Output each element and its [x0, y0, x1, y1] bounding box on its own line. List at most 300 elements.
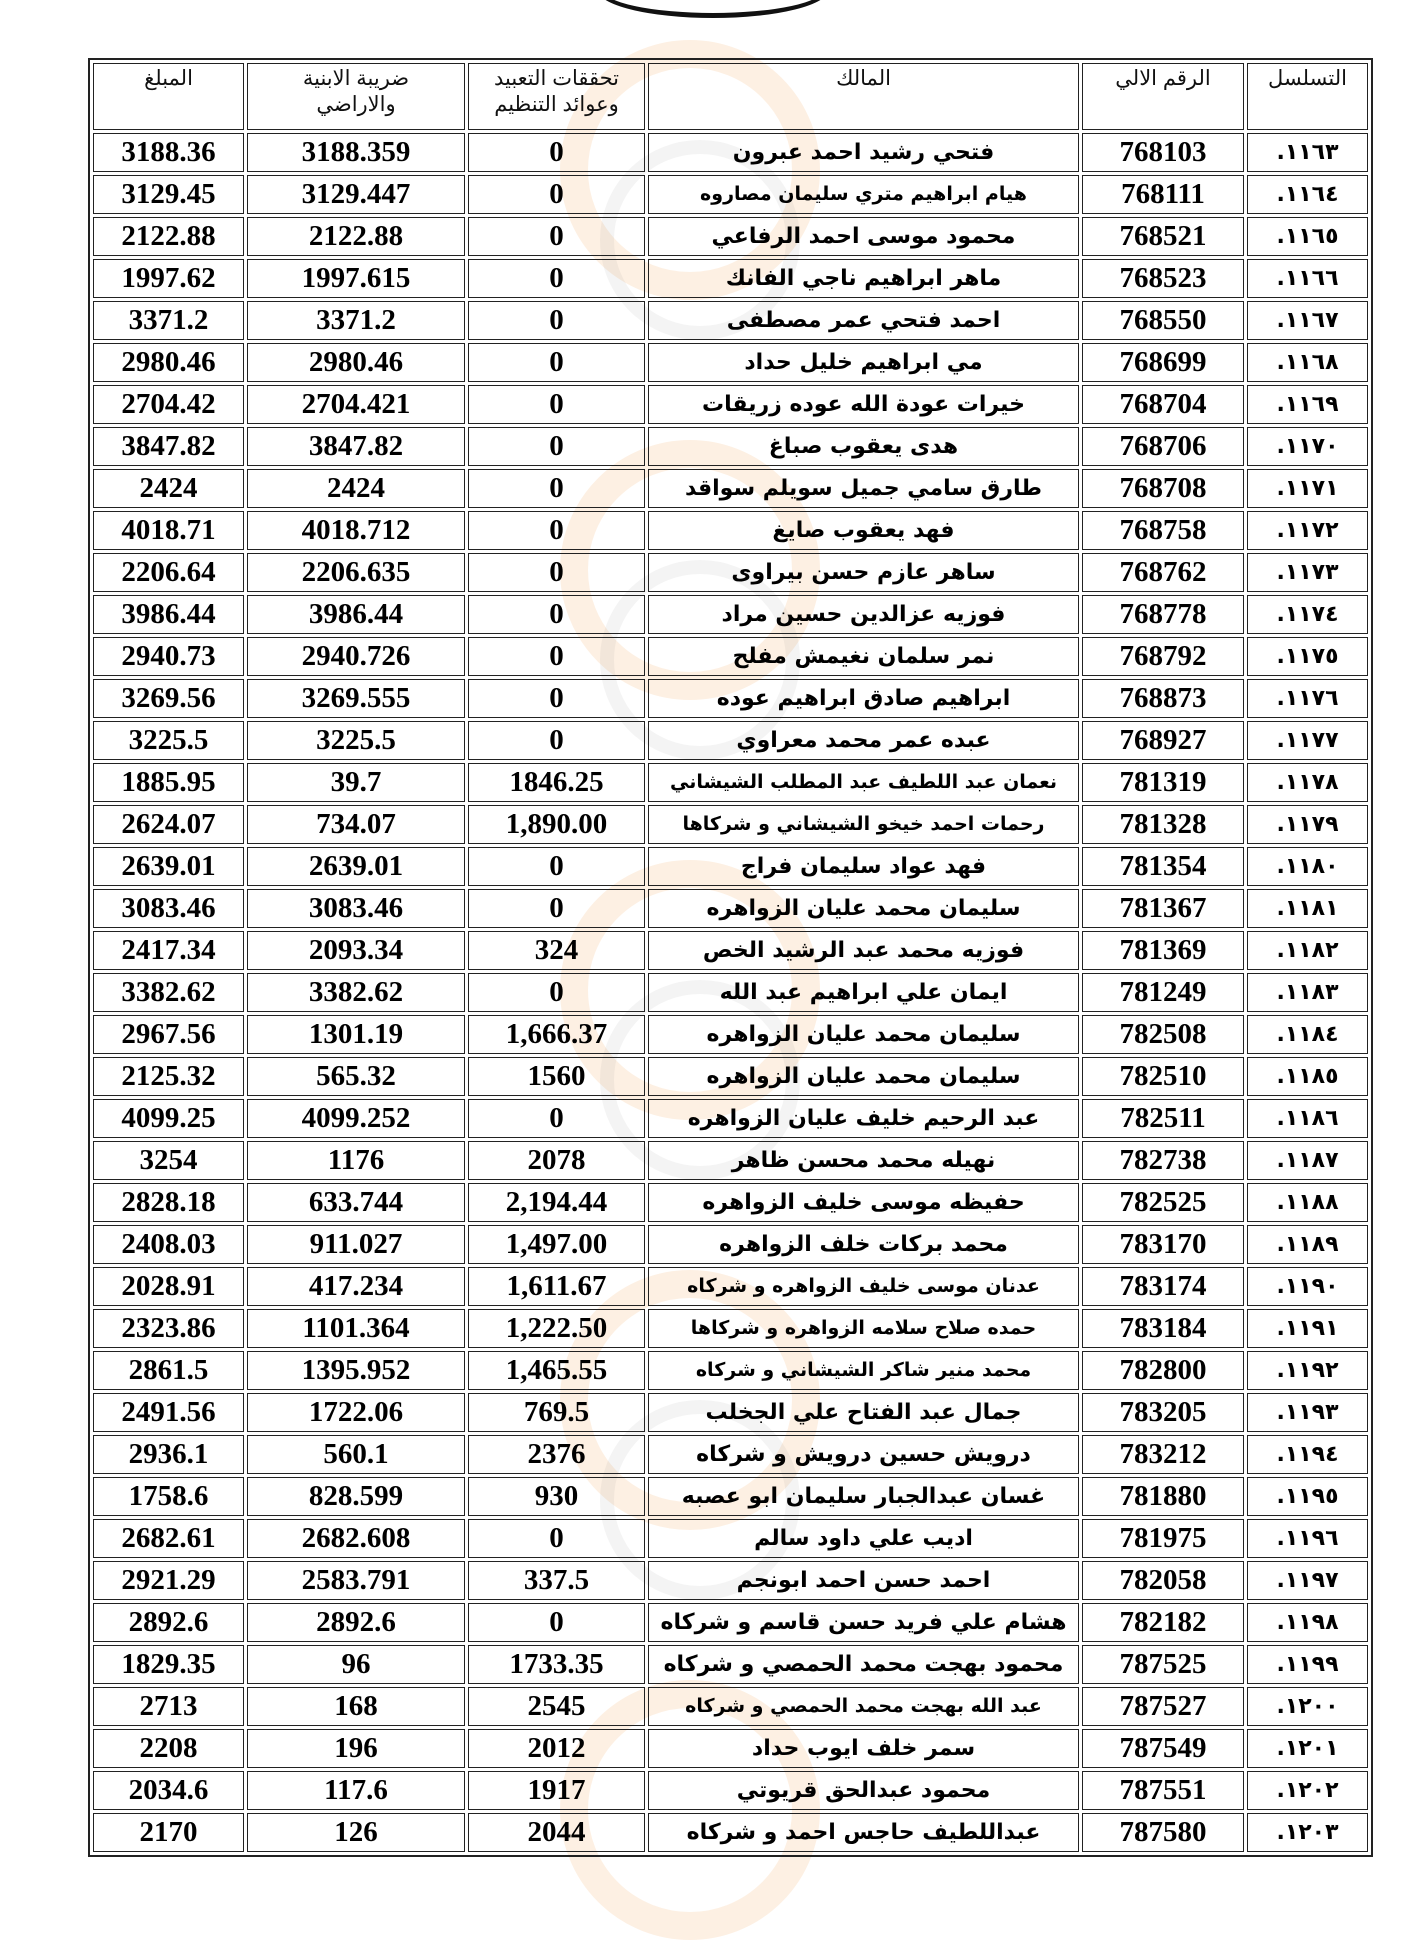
tax-cell: 2980.46 — [247, 343, 465, 382]
serial-cell: ١١٧٨. — [1247, 763, 1368, 802]
id-cell: 768873 — [1082, 679, 1244, 718]
fees-cell: 0 — [468, 679, 645, 718]
owner-cell: هشام علي فريد حسن قاسم و شركاه — [648, 1603, 1079, 1642]
table-row — [93, 1519, 1368, 1558]
fees-cell: 2545 — [468, 1687, 645, 1726]
owner-cell: ايمان علي ابراهيم عبد الله — [648, 973, 1079, 1012]
amount-cell: 2491.56 — [93, 1393, 244, 1432]
fees-cell: 2078 — [468, 1141, 645, 1180]
amount-cell: 3225.5 — [93, 721, 244, 760]
tax-cell: 96 — [247, 1645, 465, 1684]
owner-cell: غسان عبدالجبار سليمان ابو عصبه — [648, 1477, 1079, 1516]
serial-cell: ١١٩٥. — [1247, 1477, 1368, 1516]
tax-cell: 2424 — [247, 469, 465, 508]
tax-cell: 417.234 — [247, 1267, 465, 1306]
tax-cell: 1176 — [247, 1141, 465, 1180]
tax-cell: 2093.34 — [247, 931, 465, 970]
serial-cell: ١١٦٨. — [1247, 343, 1368, 382]
id-cell: 768704 — [1082, 385, 1244, 424]
table-row — [93, 637, 1368, 676]
tax-cell: 560.1 — [247, 1435, 465, 1474]
id-cell: 783170 — [1082, 1225, 1244, 1264]
table-row — [93, 1393, 1368, 1432]
fees-cell: 2376 — [468, 1435, 645, 1474]
fees-cell: 769.5 — [468, 1393, 645, 1432]
owner-cell: نعمان عبد اللطيف عبد المطلب الشيشاني — [648, 763, 1079, 802]
table-row — [93, 175, 1368, 214]
fees-cell: 1,890.00 — [468, 805, 645, 844]
id-cell: 787525 — [1082, 1645, 1244, 1684]
top-oval-decoration — [597, 0, 829, 18]
tax-cell: 4099.252 — [247, 1099, 465, 1138]
amount-cell: 2034.6 — [93, 1771, 244, 1810]
id-cell: 782738 — [1082, 1141, 1244, 1180]
owner-cell: احمد فتحي عمر مصطفى — [648, 301, 1079, 340]
header-amount: المبلغ — [93, 63, 244, 130]
amount-cell: 2921.29 — [93, 1561, 244, 1600]
fees-cell: 1,611.67 — [468, 1267, 645, 1306]
id-cell: 768758 — [1082, 511, 1244, 550]
table-row — [93, 847, 1368, 886]
amount-cell: 2713 — [93, 1687, 244, 1726]
amount-cell: 2170 — [93, 1813, 244, 1852]
table-row — [93, 721, 1368, 760]
id-cell: 781319 — [1082, 763, 1244, 802]
table-row — [93, 931, 1368, 970]
owner-cell: سمر خلف ايوب حداد — [648, 1729, 1079, 1768]
amount-cell: 4018.71 — [93, 511, 244, 550]
tax-cell: 1395.952 — [247, 1351, 465, 1390]
header-serial: التسلسل — [1247, 63, 1368, 130]
table-row — [93, 679, 1368, 718]
serial-cell: ١١٩٨. — [1247, 1603, 1368, 1642]
serial-cell: ١١٨١. — [1247, 889, 1368, 928]
serial-cell: ١١٩٩. — [1247, 1645, 1368, 1684]
table-row — [93, 1057, 1368, 1096]
fees-cell: 1,497.00 — [468, 1225, 645, 1264]
table-row — [93, 1729, 1368, 1768]
fees-cell: 0 — [468, 721, 645, 760]
owner-cell: فهد يعقوب صايغ — [648, 511, 1079, 550]
fees-cell: 0 — [468, 175, 645, 214]
table-row — [93, 1435, 1368, 1474]
amount-cell: 2861.5 — [93, 1351, 244, 1390]
table-row — [93, 511, 1368, 550]
fees-cell: 1917 — [468, 1771, 645, 1810]
serial-cell: ١١٨٧. — [1247, 1141, 1368, 1180]
header-tax-line2: والاراضي — [316, 93, 396, 116]
tax-cell: 3129.447 — [247, 175, 465, 214]
id-cell: 782182 — [1082, 1603, 1244, 1642]
id-cell: 768550 — [1082, 301, 1244, 340]
owner-cell: احمد حسن احمد ابونجم — [648, 1561, 1079, 1600]
fees-cell: 0 — [468, 973, 645, 1012]
owner-cell: هدى يعقوب صباغ — [648, 427, 1079, 466]
owner-cell: درويش حسين درويش و شركاه — [648, 1435, 1079, 1474]
fees-cell: 2,194.44 — [468, 1183, 645, 1222]
fees-cell: 930 — [468, 1477, 645, 1516]
fees-cell: 1560 — [468, 1057, 645, 1096]
owner-cell: طارق سامي جميل سويلم سواقد — [648, 469, 1079, 508]
tax-cell: 3382.62 — [247, 973, 465, 1012]
amount-cell: 3371.2 — [93, 301, 244, 340]
header-fees-line1: تحققات التعبيد — [493, 67, 620, 90]
fees-cell: 0 — [468, 1099, 645, 1138]
fees-cell: 0 — [468, 637, 645, 676]
tax-cell: 3083.46 — [247, 889, 465, 928]
amount-cell: 2892.6 — [93, 1603, 244, 1642]
id-cell: 787549 — [1082, 1729, 1244, 1768]
amount-cell: 2980.46 — [93, 343, 244, 382]
serial-cell: ١١٩٧. — [1247, 1561, 1368, 1600]
id-cell: 782058 — [1082, 1561, 1244, 1600]
fees-cell: 0 — [468, 1519, 645, 1558]
owner-cell: فوزيه عزالدين حسين مراد — [648, 595, 1079, 634]
owner-cell: ساهر عازم حسن بيراوى — [648, 553, 1079, 592]
fees-cell: 0 — [468, 469, 645, 508]
amount-cell: 1885.95 — [93, 763, 244, 802]
id-cell: 768778 — [1082, 595, 1244, 634]
table-row — [93, 1477, 1368, 1516]
table-body — [93, 133, 1368, 1852]
fees-cell: 0 — [468, 847, 645, 886]
tax-cell: 3986.44 — [247, 595, 465, 634]
tax-cell: 1301.19 — [247, 1015, 465, 1054]
serial-cell: ١١٧٩. — [1247, 805, 1368, 844]
tax-cell: 3225.5 — [247, 721, 465, 760]
id-cell: 787527 — [1082, 1687, 1244, 1726]
serial-cell: ١١٩٠. — [1247, 1267, 1368, 1306]
tax-cell: 1101.364 — [247, 1309, 465, 1348]
owner-cell: سليمان محمد عليان الزواهره — [648, 1015, 1079, 1054]
id-cell: 781880 — [1082, 1477, 1244, 1516]
serial-cell: ١١٩١. — [1247, 1309, 1368, 1348]
amount-cell: 2323.86 — [93, 1309, 244, 1348]
id-cell: 768706 — [1082, 427, 1244, 466]
amount-cell: 2704.42 — [93, 385, 244, 424]
serial-cell: ١١٨٨. — [1247, 1183, 1368, 1222]
id-cell: 782510 — [1082, 1057, 1244, 1096]
header-owner: المالك — [648, 63, 1079, 130]
owner-cell: محمد بركات خلف الزواهره — [648, 1225, 1079, 1264]
fees-cell: 1,666.37 — [468, 1015, 645, 1054]
table-row — [93, 1687, 1368, 1726]
owner-cell: سليمان محمد عليان الزواهره — [648, 889, 1079, 928]
amount-cell: 2122.88 — [93, 217, 244, 256]
table-row — [93, 1099, 1368, 1138]
tax-cell: 2892.6 — [247, 1603, 465, 1642]
amount-cell: 3847.82 — [93, 427, 244, 466]
tax-cell: 3269.555 — [247, 679, 465, 718]
amount-cell: 3269.56 — [93, 679, 244, 718]
fees-cell: 0 — [468, 553, 645, 592]
serial-cell: ١١٩٤. — [1247, 1435, 1368, 1474]
id-cell: 768103 — [1082, 133, 1244, 172]
amount-cell: 1997.62 — [93, 259, 244, 298]
id-cell: 787551 — [1082, 1771, 1244, 1810]
amount-cell: 1758.6 — [93, 1477, 244, 1516]
serial-cell: ١١٦٩. — [1247, 385, 1368, 424]
serial-cell: ١١٧٠. — [1247, 427, 1368, 466]
amount-cell: 3188.36 — [93, 133, 244, 172]
fees-cell: 0 — [468, 595, 645, 634]
amount-cell: 2417.34 — [93, 931, 244, 970]
id-cell: 781328 — [1082, 805, 1244, 844]
owner-cell: فهد عواد سليمان فراج — [648, 847, 1079, 886]
owner-cell: ابراهيم صادق ابراهيم عوده — [648, 679, 1079, 718]
serial-cell: ١١٨٩. — [1247, 1225, 1368, 1264]
table-row — [93, 553, 1368, 592]
amount-cell: 3254 — [93, 1141, 244, 1180]
tax-cell: 196 — [247, 1729, 465, 1768]
fees-cell: 0 — [468, 1603, 645, 1642]
owner-cell: رحمات احمد خيخو الشيشاني و شركاها — [648, 805, 1079, 844]
amount-cell: 2424 — [93, 469, 244, 508]
tax-cell: 828.599 — [247, 1477, 465, 1516]
id-cell: 783212 — [1082, 1435, 1244, 1474]
fees-cell: 2044 — [468, 1813, 645, 1852]
id-cell: 781369 — [1082, 931, 1244, 970]
fees-cell: 0 — [468, 511, 645, 550]
tax-cell: 911.027 — [247, 1225, 465, 1264]
header-tax — [247, 63, 465, 130]
table-row — [93, 763, 1368, 802]
amount-cell: 2408.03 — [93, 1225, 244, 1264]
serial-cell: ١١٦٦. — [1247, 259, 1368, 298]
id-cell: 782800 — [1082, 1351, 1244, 1390]
amount-cell: 1829.35 — [93, 1645, 244, 1684]
table-row — [93, 1603, 1368, 1642]
fees-cell: 1,465.55 — [468, 1351, 645, 1390]
id-cell: 782511 — [1082, 1099, 1244, 1138]
table-row — [93, 1561, 1368, 1600]
tax-cell: 39.7 — [247, 763, 465, 802]
serial-cell: ١١٧٧. — [1247, 721, 1368, 760]
serial-cell: ١١٦٣. — [1247, 133, 1368, 172]
owner-cell: فوزيه محمد عبد الرشيد الخص — [648, 931, 1079, 970]
table-row — [93, 1225, 1368, 1264]
owner-cell: سليمان محمد عليان الزواهره — [648, 1057, 1079, 1096]
owner-cell: نهيله محمد محسن ظاهر — [648, 1141, 1079, 1180]
table-row — [93, 1351, 1368, 1390]
owner-cell: محمود موسى احمد الرفاعي — [648, 217, 1079, 256]
serial-cell: ١١٨٥. — [1247, 1057, 1368, 1096]
owner-cell: مي ابراهيم خليل حداد — [648, 343, 1079, 382]
table-row — [93, 427, 1368, 466]
owner-cell: حفيظه موسى خليف الزواهره — [648, 1183, 1079, 1222]
owner-cell: عبد الله بهجت محمد الحمصي و شركاه — [648, 1687, 1079, 1726]
amount-cell: 3083.46 — [93, 889, 244, 928]
tax-cell: 3188.359 — [247, 133, 465, 172]
owner-cell: عبد الرحيم خليف عليان الزواهره — [648, 1099, 1079, 1138]
serial-cell: ١١٧١. — [1247, 469, 1368, 508]
table-row — [93, 1309, 1368, 1348]
owner-cell: عدنان موسى خليف الزواهره و شركاه — [648, 1267, 1079, 1306]
table-row — [93, 259, 1368, 298]
tax-cell: 168 — [247, 1687, 465, 1726]
tax-cell: 117.6 — [247, 1771, 465, 1810]
serial-cell: ١٢٠٣. — [1247, 1813, 1368, 1852]
id-cell: 787580 — [1082, 1813, 1244, 1852]
fees-cell: 0 — [468, 301, 645, 340]
serial-cell: ١١٧٣. — [1247, 553, 1368, 592]
id-cell: 768111 — [1082, 175, 1244, 214]
serial-cell: ١٢٠٢. — [1247, 1771, 1368, 1810]
table-row — [93, 1813, 1368, 1852]
table-row — [93, 217, 1368, 256]
id-cell: 783174 — [1082, 1267, 1244, 1306]
id-cell: 783205 — [1082, 1393, 1244, 1432]
id-cell: 768927 — [1082, 721, 1244, 760]
owner-cell: خيرات عودة الله عوده زريقات — [648, 385, 1079, 424]
id-cell: 768521 — [1082, 217, 1244, 256]
tax-cell: 2682.608 — [247, 1519, 465, 1558]
header-id: الرقم الالي — [1082, 63, 1244, 130]
table-row — [93, 1015, 1368, 1054]
serial-cell: ١١٨٤. — [1247, 1015, 1368, 1054]
tax-cell: 2639.01 — [247, 847, 465, 886]
owners-tax-table — [88, 58, 1373, 1857]
tax-cell: 565.32 — [247, 1057, 465, 1096]
tax-cell: 3847.82 — [247, 427, 465, 466]
serial-cell: ١١٦٧. — [1247, 301, 1368, 340]
owner-cell: حمده صلاح سلامه الزواهره و شركاها — [648, 1309, 1079, 1348]
fees-cell: 0 — [468, 343, 645, 382]
id-cell: 781249 — [1082, 973, 1244, 1012]
table-row — [93, 973, 1368, 1012]
fees-cell: 1733.35 — [468, 1645, 645, 1684]
amount-cell: 4099.25 — [93, 1099, 244, 1138]
amount-cell: 2206.64 — [93, 553, 244, 592]
amount-cell: 2208 — [93, 1729, 244, 1768]
owner-cell: عبداللطيف حاجس احمد و شركاه — [648, 1813, 1079, 1852]
tax-cell: 2704.421 — [247, 385, 465, 424]
serial-cell: ١١٨٦. — [1247, 1099, 1368, 1138]
tax-cell: 1997.615 — [247, 259, 465, 298]
id-cell: 768762 — [1082, 553, 1244, 592]
table-row — [93, 343, 1368, 382]
table-row — [93, 1183, 1368, 1222]
serial-cell: ١١٧٢. — [1247, 511, 1368, 550]
fees-cell: 337.5 — [468, 1561, 645, 1600]
owner-cell: محمد منير شاكر الشيشاني و شركاه — [648, 1351, 1079, 1390]
owner-cell: اديب علي داود سالم — [648, 1519, 1079, 1558]
tax-cell: 3371.2 — [247, 301, 465, 340]
serial-cell: ١١٨٢. — [1247, 931, 1368, 970]
serial-cell: ١٢٠٠. — [1247, 1687, 1368, 1726]
table-row — [93, 595, 1368, 634]
id-cell: 768523 — [1082, 259, 1244, 298]
id-cell: 782508 — [1082, 1015, 1244, 1054]
id-cell: 768699 — [1082, 343, 1244, 382]
amount-cell: 2125.32 — [93, 1057, 244, 1096]
tax-cell: 2206.635 — [247, 553, 465, 592]
table-row — [93, 301, 1368, 340]
serial-cell: ١١٨٣. — [1247, 973, 1368, 1012]
header-fees — [468, 63, 645, 130]
amount-cell: 2624.07 — [93, 805, 244, 844]
amount-cell: 3986.44 — [93, 595, 244, 634]
header-tax-line1: ضريبة الابنية — [302, 67, 410, 90]
amount-cell: 2682.61 — [93, 1519, 244, 1558]
table-row — [93, 1267, 1368, 1306]
amount-cell: 2828.18 — [93, 1183, 244, 1222]
fees-cell: 0 — [468, 259, 645, 298]
fees-cell: 2012 — [468, 1729, 645, 1768]
serial-cell: ١١٩٢. — [1247, 1351, 1368, 1390]
owner-cell: نمر سلمان نغيمش مفلح — [648, 637, 1079, 676]
table-row — [93, 889, 1368, 928]
owner-cell: ماهر ابراهيم ناجي الفانك — [648, 259, 1079, 298]
serial-cell: ١١٨٠. — [1247, 847, 1368, 886]
amount-cell: 2936.1 — [93, 1435, 244, 1474]
id-cell: 783184 — [1082, 1309, 1244, 1348]
table-row — [93, 1645, 1368, 1684]
owner-cell: محمود عبدالحق قريوتي — [648, 1771, 1079, 1810]
tax-cell: 126 — [247, 1813, 465, 1852]
tax-cell: 2583.791 — [247, 1561, 465, 1600]
fees-cell: 0 — [468, 217, 645, 256]
serial-cell: ١١٦٥. — [1247, 217, 1368, 256]
header-fees-line2: وعوائد التنظيم — [494, 93, 619, 116]
fees-cell: 0 — [468, 385, 645, 424]
table-row — [93, 385, 1368, 424]
serial-cell: ١١٩٣. — [1247, 1393, 1368, 1432]
fees-cell: 1,222.50 — [468, 1309, 645, 1348]
fees-cell: 0 — [468, 889, 645, 928]
serial-cell: ١١٧٥. — [1247, 637, 1368, 676]
amount-cell: 3382.62 — [93, 973, 244, 1012]
owner-cell: هيام ابراهيم متري سليمان مصاروه — [648, 175, 1079, 214]
table-row — [93, 1771, 1368, 1810]
id-cell: 782525 — [1082, 1183, 1244, 1222]
serial-cell: ١٢٠١. — [1247, 1729, 1368, 1768]
serial-cell: ١١٩٦. — [1247, 1519, 1368, 1558]
owner-cell: فتحي رشيد احمد عبرون — [648, 133, 1079, 172]
table-row — [93, 1141, 1368, 1180]
id-cell: 768792 — [1082, 637, 1244, 676]
amount-cell: 2639.01 — [93, 847, 244, 886]
fees-cell: 0 — [468, 427, 645, 466]
tax-cell: 633.744 — [247, 1183, 465, 1222]
id-cell: 781975 — [1082, 1519, 1244, 1558]
tax-cell: 734.07 — [247, 805, 465, 844]
fees-cell: 0 — [468, 133, 645, 172]
tax-cell: 1722.06 — [247, 1393, 465, 1432]
amount-cell: 2940.73 — [93, 637, 244, 676]
owner-cell: محمود بهجت محمد الحمصي و شركاه — [648, 1645, 1079, 1684]
serial-cell: ١١٧٦. — [1247, 679, 1368, 718]
tax-cell: 2940.726 — [247, 637, 465, 676]
table-row — [93, 805, 1368, 844]
table-row — [93, 469, 1368, 508]
table-header-row — [93, 63, 1368, 130]
serial-cell: ١١٦٤. — [1247, 175, 1368, 214]
tax-cell: 2122.88 — [247, 217, 465, 256]
id-cell: 781367 — [1082, 889, 1244, 928]
amount-cell: 2028.91 — [93, 1267, 244, 1306]
tax-cell: 4018.712 — [247, 511, 465, 550]
id-cell: 781354 — [1082, 847, 1244, 886]
serial-cell: ١١٧٤. — [1247, 595, 1368, 634]
fees-cell: 1846.25 — [468, 763, 645, 802]
amount-cell: 2967.56 — [93, 1015, 244, 1054]
owner-cell: عبده عمر محمد معراوي — [648, 721, 1079, 760]
fees-cell: 324 — [468, 931, 645, 970]
owner-cell: جمال عبد الفتاح علي الجخلب — [648, 1393, 1079, 1432]
table-row — [93, 133, 1368, 172]
id-cell: 768708 — [1082, 469, 1244, 508]
